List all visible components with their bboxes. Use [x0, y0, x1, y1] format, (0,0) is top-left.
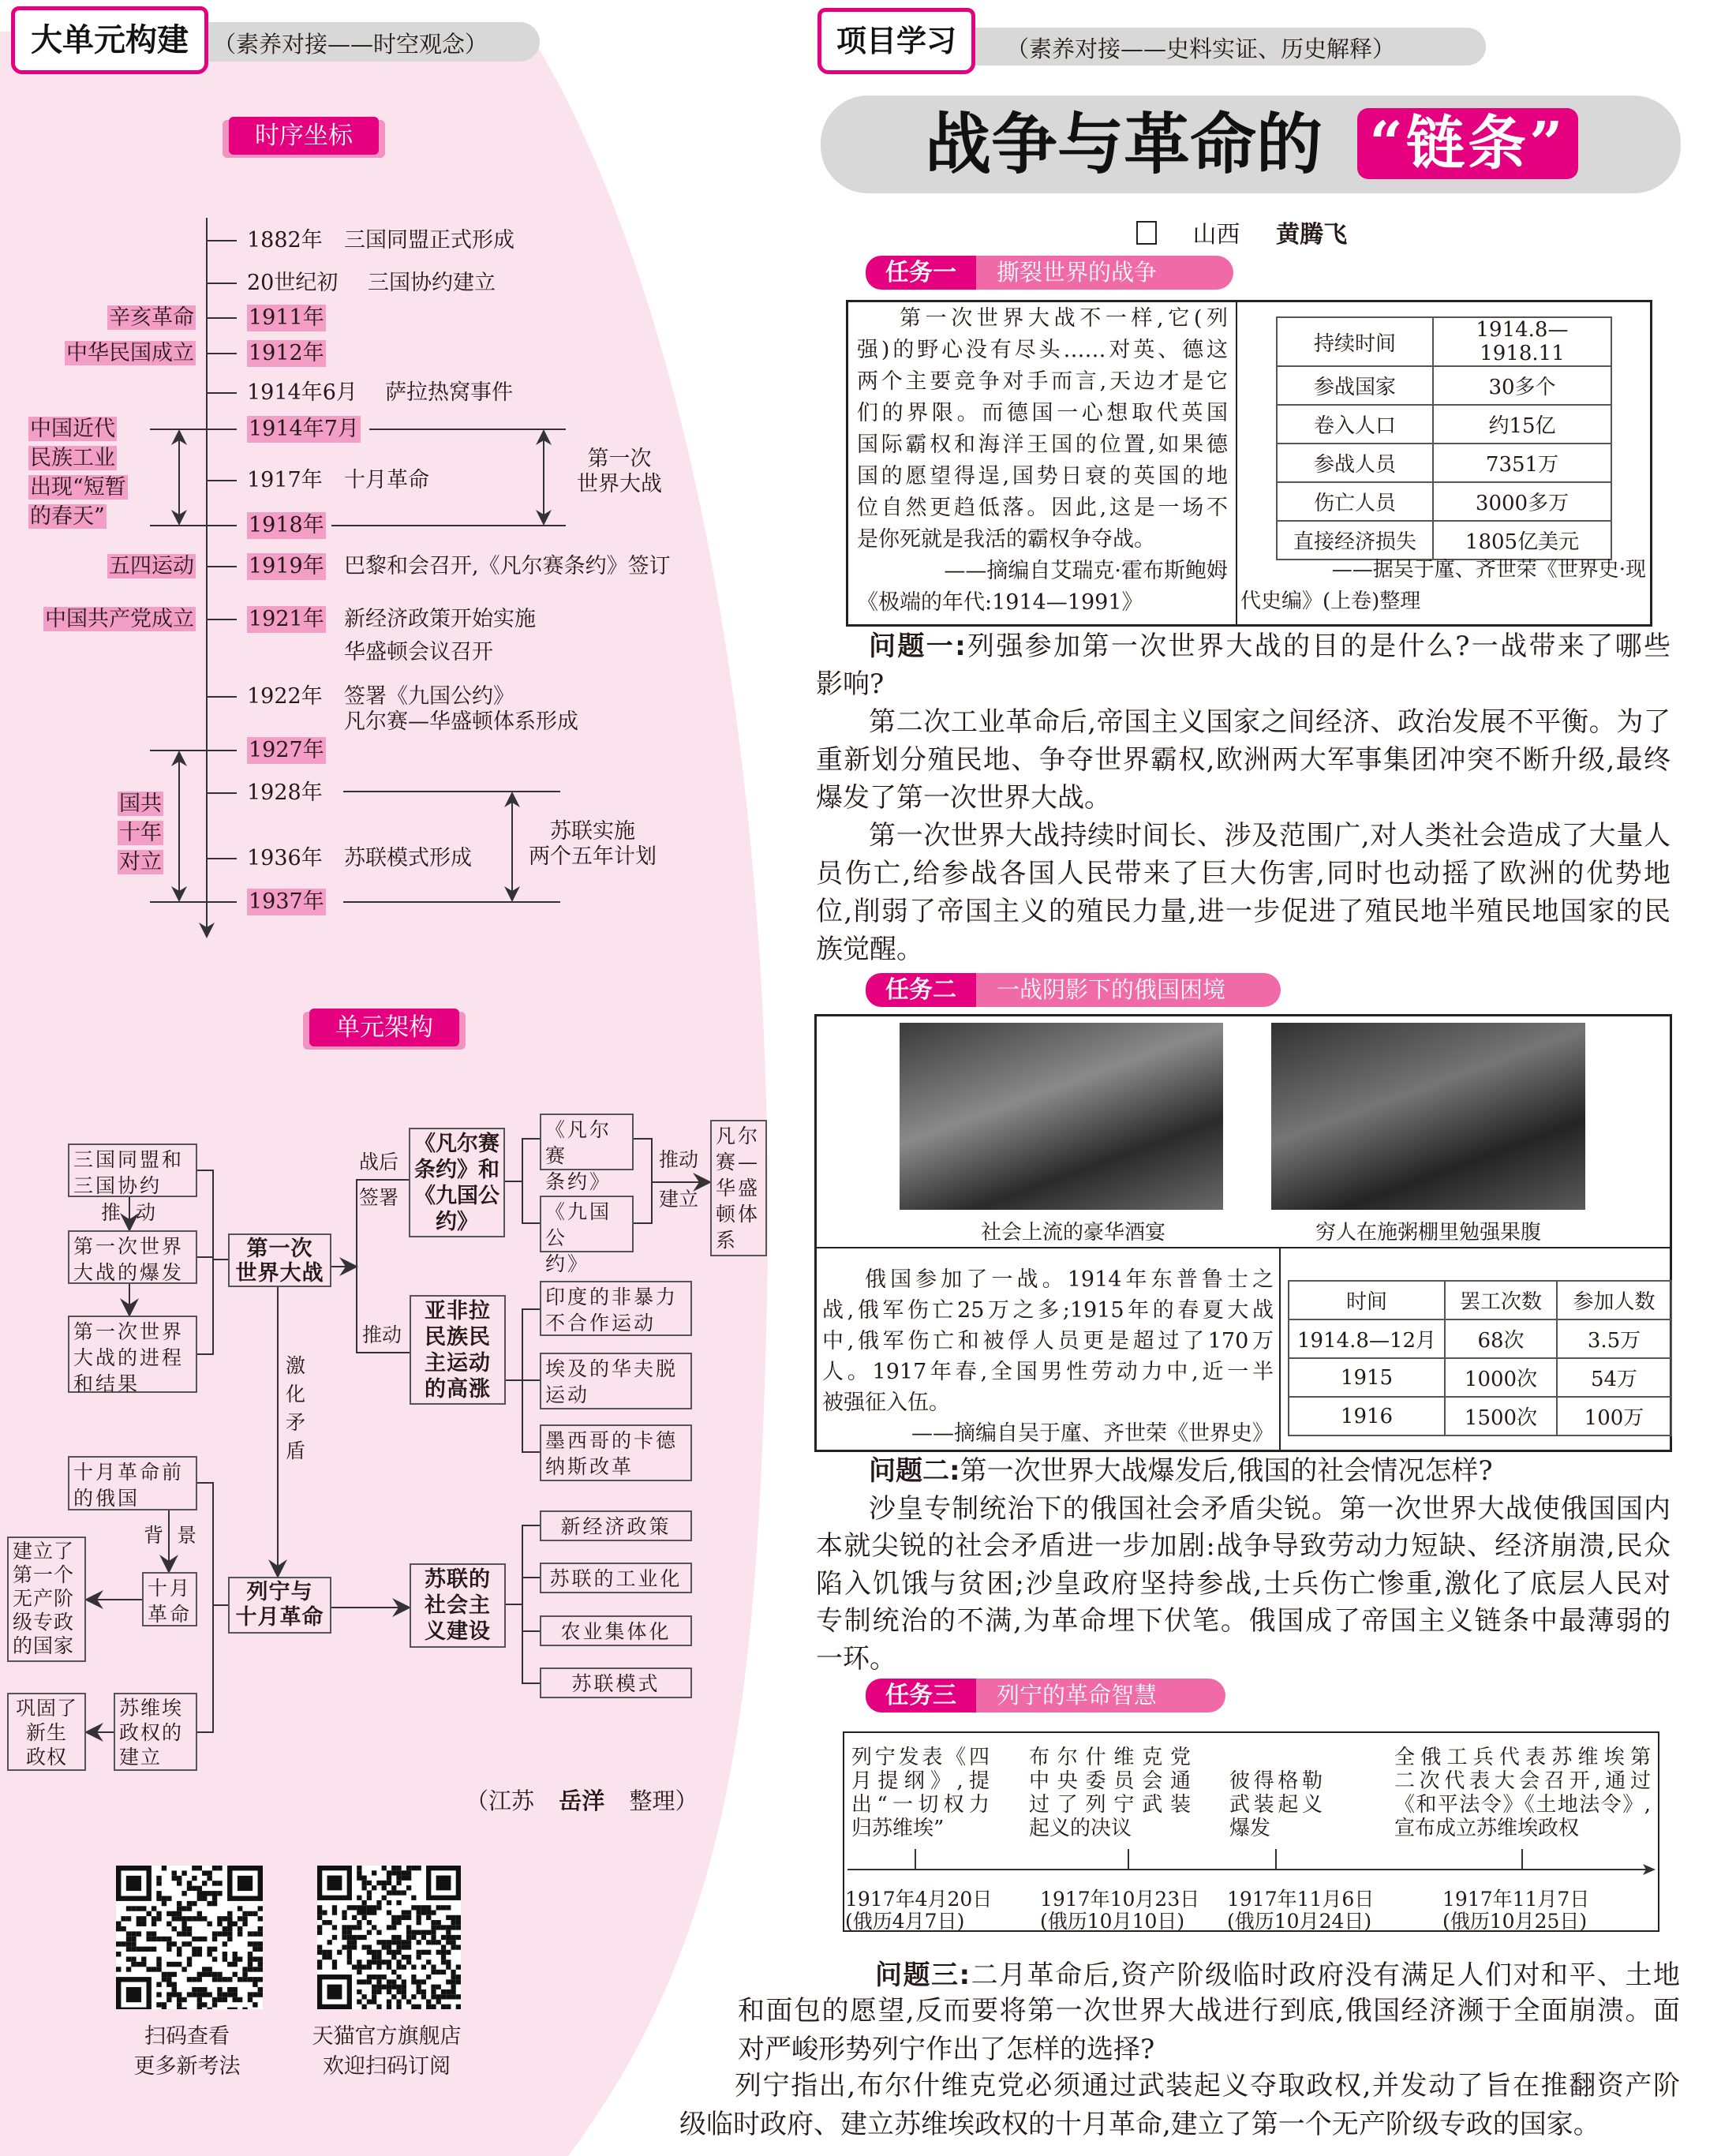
answer-line: 沙皇专制统治下的俄国社会矛盾尖锐。第一次世界大战使俄国国内 [869, 1492, 1671, 1525]
label-line: 苏联实施 [550, 819, 635, 844]
arrow-label: 景 [177, 1524, 197, 1547]
timeline-event: 三国同盟正式形成 [344, 228, 514, 253]
right-header-tag: 项目学习 [817, 8, 975, 74]
square-icon [1136, 221, 1157, 245]
china-label: 五四运动 [109, 554, 194, 578]
event-date [1040, 1888, 1199, 1933]
strikes-table [1288, 1280, 1672, 1436]
timeline-event [851, 1746, 990, 1840]
right-header-subtitle-pill [959, 28, 1486, 66]
timeline-year: 1917年 [247, 468, 323, 492]
task2-excerpt [822, 1264, 1274, 1449]
task-title: 撕裂世界的战争 [976, 256, 1233, 290]
box-soviet-model: 苏联模式 [540, 1668, 692, 1698]
box-soviet-construction: 苏联的 社会主 义建设 [410, 1563, 506, 1648]
timeline-event: 巴黎和会召开,《凡尔赛条约》签订 [344, 554, 671, 578]
qr-caption-line: 欢迎扫码订阅 [323, 2054, 451, 2079]
label-line: 的春天” [30, 504, 105, 529]
task1-table-source [1240, 554, 1646, 617]
timeline-banner: 时序坐标 [229, 117, 379, 155]
arrow-label: 战后 [359, 1151, 399, 1173]
question3-line: 和面包的愿望,反而要将第一次世界大战进行到底,俄国经济濒于全面崩溃。面 [738, 1995, 1680, 2027]
ww1-stats-table [1276, 316, 1612, 560]
task2-banner [866, 973, 1281, 1007]
divider [1236, 301, 1237, 625]
label-char: 盾 [286, 1439, 306, 1462]
photo-soup-kitchen [1271, 1023, 1585, 1210]
event-line: 武装起义 [1229, 1793, 1323, 1817]
timeline-event: 凡尔赛—华盛顿体系形成 [344, 709, 578, 734]
box-egypt: 埃及的华夫脱 运动 [540, 1353, 692, 1409]
divider [816, 1247, 1671, 1248]
table-header: 参加人数 [1557, 1281, 1671, 1319]
question2-block [816, 1452, 1671, 1677]
credit [466, 1784, 698, 1816]
qr-caption-line: 扫码查看 [144, 2024, 230, 2049]
author-name: 黄腾飞 [1276, 221, 1348, 249]
framework-connectors [0, 0, 789, 1894]
question3-line: 对严峻形势列宁作出了怎样的选择? [738, 2034, 1155, 2065]
table-cell: 1914.8—1918.11 [1433, 317, 1611, 366]
framework-banner: 单元架构 [309, 1009, 459, 1046]
task1-banner [866, 256, 1233, 290]
box-india: 印度的非暴力 不合作运动 [540, 1281, 692, 1336]
timeline-event: 萨拉热窝事件 [385, 380, 513, 405]
answer-line: 第二次工业革命后,帝国主义国家之间经济、政治发展不平衡。为了 [869, 706, 1671, 738]
table-cell: 1914.8—12月 [1289, 1319, 1445, 1358]
event-line: 宣布成立苏维埃政权 [1394, 1817, 1580, 1840]
table-header: 时间 [1289, 1281, 1445, 1319]
answer-line: 本就尖锐的社会矛盾进一步加剧:战争导致劳动力短缺、经济崩溃,民众 [816, 1530, 1671, 1562]
box-nine-power: 《九国公 约》 [540, 1196, 634, 1252]
event-date [845, 1888, 992, 1933]
text-line: 位自然更趋低落。因此,这是一场不 [857, 496, 1228, 520]
answer-line: 级临时政府、建立苏维埃政权的十月革命,建立了第一个无产阶级专政的国家。 [679, 2109, 1600, 2140]
timeline-event: 华盛顿会议召开 [344, 640, 493, 664]
event-line: 过了列宁武装 [1029, 1793, 1191, 1817]
label-line: 出现“短暂 [30, 475, 126, 500]
question-text: 影响? [816, 668, 885, 700]
table-cell: 3.5万 [1557, 1319, 1671, 1358]
question-text: 第一次世界大战爆发后,俄国的社会情况怎样? [960, 1455, 1493, 1487]
timeline-year: 1936年 [247, 846, 323, 870]
timeline-event [1029, 1746, 1191, 1840]
qr-caption-line: 天猫官方旗舰店 [312, 2024, 462, 2049]
answer-line: 族觉醒。 [816, 934, 923, 965]
box-soviet-power: 苏维埃 政权的 建立 [114, 1693, 197, 1771]
table-cell: 参战人员 [1277, 444, 1433, 482]
answer-line: 位,削弱了帝国主义的殖民力量,进一步促进了殖民地半殖民地国家的民 [816, 896, 1671, 927]
arrow-label: 背 [144, 1524, 164, 1547]
timeline-year: 1922年 [247, 684, 323, 709]
revolution-timeline-axis [836, 1839, 1665, 1878]
timeline-year: 1928年 [247, 780, 323, 805]
answer-line: 员伤亡,给参战各国人民带来了巨大伤害,同时也动摇了欧洲的优势地 [816, 858, 1671, 889]
old-date-line: (俄历4月7日) [845, 1910, 965, 1933]
china-label: 中国共产党成立 [45, 607, 194, 631]
table-cell: 1916 [1289, 1397, 1445, 1435]
timeline-event [1394, 1746, 1651, 1840]
timeline-event: 新经济政策开始实施 [344, 607, 536, 631]
timeline-event: 签署《九国公约》 [344, 684, 514, 709]
timeline-year-highlighted: 1919年 [249, 554, 324, 578]
timeline-year-highlighted: 1911年 [249, 305, 324, 330]
text-line: 被强征入伍。 [822, 1391, 950, 1415]
box-outbreak: 第一次世界 大战的爆发 [68, 1230, 197, 1284]
timeline-event: 十月革命 [344, 468, 429, 492]
task-tag: 任务一 [866, 256, 976, 290]
table-cell: 30多个 [1433, 366, 1611, 405]
china-label: 辛亥革命 [109, 305, 194, 330]
event-line: 中央委员会通 [1029, 1769, 1191, 1793]
timeline-event: 三国协约建立 [368, 271, 496, 295]
box-october-revolution: 十月 革命 [142, 1572, 197, 1626]
source-line: 《极端的年代:1914—1991》 [857, 590, 1143, 615]
label-line: 中国近代 [30, 417, 115, 441]
arrow-label: 签署 [359, 1186, 399, 1209]
task3-banner [866, 1679, 1225, 1712]
box-versailles: 《凡尔赛 条约》 [540, 1114, 634, 1170]
text-line: 战,俄军伤亡25万之多;1915年的春夏大战 [822, 1298, 1274, 1323]
article-title: 战争与革命的 [925, 106, 1323, 183]
source-line: 代史编》(上卷)整理 [1240, 590, 1421, 613]
label-line: 第一次 [587, 447, 652, 471]
text-line: 第一次世界大战不一样,它(列 [900, 306, 1228, 331]
qr-code[interactable] [317, 1866, 461, 2009]
task-title: 一战阴影下的俄国困境 [976, 973, 1281, 1007]
event-line: 月提纲》,提 [851, 1769, 990, 1793]
timeline-year-highlighted: 1912年 [249, 341, 324, 365]
label-char: 激 [286, 1354, 306, 1377]
box-movements: 亚非拉 民族民 主运动 的高涨 [410, 1295, 506, 1405]
photo-caption: 穷人在施粥棚里勉强果腹 [1315, 1221, 1541, 1245]
event-date [1442, 1888, 1589, 1933]
label-line: 国共 [119, 792, 162, 816]
label-line: 十年 [119, 821, 162, 845]
text-line: 两个主要竞争对手而言,天边才是它 [857, 369, 1228, 394]
arrow-label: 推动 [362, 1323, 402, 1346]
answer-line: 一环。 [816, 1642, 896, 1675]
event-line: 布尔什维克党 [1029, 1746, 1191, 1769]
qr-caption [292, 2022, 481, 2082]
china-label: 中华民国成立 [66, 341, 194, 365]
arrow-label: 建立 [659, 1188, 699, 1211]
date-line: 1917年11月6日 [1227, 1888, 1375, 1911]
box-first-proletarian-state: 建立了 第一个 无产阶 级专政 的国家 [7, 1537, 86, 1662]
date-line: 1917年10月23日 [1040, 1888, 1200, 1911]
answer-line: 列宁指出,布尔什维克党必须通过武装起义夺取政权,并发动了旨在推翻资产阶 [735, 2070, 1680, 2102]
table-cell: 54万 [1557, 1358, 1671, 1397]
source-line: ——据吴于廑、齐世荣《世界史·现 [1331, 558, 1646, 582]
event-line: 二次代表大会召开,通过 [1394, 1769, 1651, 1793]
label-char: 化 [286, 1383, 306, 1406]
box-course: 第一次世界 大战的进程 和结果 [68, 1316, 197, 1393]
date-line: 1917年4月20日 [845, 1888, 993, 1911]
answer-line: 爆发了第一次世界大战。 [816, 782, 1111, 814]
text-line: 强)的野心没有尽头……对英、德这 [857, 338, 1228, 362]
table-header: 罢工次数 [1445, 1281, 1557, 1319]
credit-region: （江苏 [466, 1787, 535, 1814]
table-cell: 1915 [1289, 1358, 1445, 1397]
table-cell: 1500次 [1445, 1397, 1557, 1435]
question-label: 问题一: [869, 631, 966, 662]
event-line: 起义的决议 [1029, 1817, 1132, 1840]
box-treaties: 《凡尔赛 条约》和 《九国公 约》 [409, 1128, 505, 1237]
qr-caption-line: 更多新考法 [133, 2054, 241, 2079]
question1-block [816, 627, 1671, 968]
photo-banquet [900, 1023, 1223, 1210]
timeline-year: 1914年6月 [247, 380, 357, 405]
event-line: 彼得格勒 [1229, 1769, 1323, 1793]
event-line: 出“一切权力 [851, 1793, 990, 1817]
table-cell: 100万 [1557, 1397, 1671, 1435]
event-line: 《和平法令》《土地法令》, [1394, 1793, 1651, 1817]
timeline-year: 20世纪初 [247, 271, 339, 295]
timeline-year-highlighted: 1921年 [249, 607, 324, 631]
old-date-line: (俄历10月10日) [1040, 1910, 1185, 1933]
left-header-tag: 大单元构建 [11, 6, 208, 74]
divider [1279, 1248, 1281, 1450]
label-char: 矛 [286, 1411, 306, 1434]
task-title: 列宁的革命智慧 [976, 1679, 1225, 1712]
box-pre-october-russia: 十月革命前 的俄国 [68, 1456, 197, 1510]
timeline-year-highlighted: 1918年 [249, 513, 324, 537]
date-line: 1917年11月7日 [1442, 1888, 1590, 1911]
source-line: ——摘编自艾瑞克·霍布斯鲍姆 [944, 559, 1228, 583]
old-date-line: (俄历10月24日) [1227, 1910, 1372, 1933]
table-cell: 卷入人口 [1277, 405, 1433, 444]
table-cell: 持续时间 [1277, 317, 1433, 366]
timeline-year-highlighted: 1914年7月 [249, 417, 359, 441]
box-system: 凡尔 赛— 华盛 顿体 系 [710, 1120, 767, 1256]
label-line: 世界大战 [577, 472, 662, 496]
text-line: 是你死就是我活的霸权争夺战。 [857, 527, 1155, 552]
text-line: 们的界限。而德国一心想取代英国 [857, 401, 1228, 425]
table-cell: 3000多万 [1433, 482, 1611, 521]
question-label: 问题三: [875, 1959, 971, 1991]
box-consolidate: 巩固了 新生 政权 [7, 1693, 86, 1771]
label-line: 对立 [119, 850, 162, 874]
source-line: ——摘编自吴于廑、齐世荣《世界史》 [911, 1421, 1274, 1446]
table-cell: 参战国家 [1277, 366, 1433, 405]
box-alliances: 三国同盟和 三国协约 [68, 1144, 197, 1197]
timeline-event: 苏联模式形成 [344, 846, 472, 870]
arrow-label: 推 [101, 1201, 122, 1224]
answer-line: 重新划分殖民地、争夺世界霸权,欧洲两大军事集团冲突不断升级,最终 [816, 744, 1671, 776]
box-lenin: 列宁与 十月革命 [228, 1577, 331, 1634]
task-tag: 任务二 [866, 973, 976, 1007]
table-cell: 1805亿美元 [1433, 521, 1611, 560]
text-line: 国际霸权和海洋王国的位置,如果德 [857, 432, 1228, 457]
box-nep: 新经济政策 [540, 1510, 692, 1541]
table-cell: 直接经济损失 [1277, 521, 1433, 560]
arrow-label: 推动 [659, 1148, 699, 1171]
answer-line: 专制统治的不满,为革命埋下伏笔。俄国成了帝国主义链条中最薄弱的 [816, 1605, 1671, 1637]
box-collectivization: 农业集体化 [540, 1615, 692, 1646]
label-line: 两个五年计划 [529, 844, 657, 869]
table-cell: 7351万 [1433, 444, 1611, 482]
author-region: 山西 [1192, 221, 1240, 249]
credit-suffix: 整理） [629, 1787, 698, 1814]
event-date [1227, 1888, 1374, 1933]
question-text: 二月革命后,资产阶级临时政府没有满足人们对和平、土地 [970, 1959, 1680, 1991]
timeline-year-highlighted: 1937年 [249, 889, 324, 914]
answer-line: 陷入饥饿与贫困;沙皇政府坚持参战,士兵伤亡惨重,激化了底层人民对 [816, 1567, 1671, 1600]
event-line: 归苏维埃” [851, 1817, 945, 1840]
event-line: 全俄工兵代表苏维埃第 [1394, 1746, 1651, 1769]
box-industrialization: 苏联的工业化 [540, 1563, 692, 1593]
task1-excerpt [857, 303, 1228, 619]
event-line: 爆发 [1229, 1817, 1271, 1840]
text-line: 人。1917年春,全国男性劳动力中,近一半 [822, 1360, 1274, 1384]
question-text: 列强参加第一次世界大战的目的是什么?一战带来了哪些 [965, 631, 1671, 662]
question-label: 问题二: [869, 1455, 960, 1487]
old-date-line: (俄历10月25日) [1442, 1910, 1588, 1933]
qr-code[interactable] [116, 1866, 263, 2009]
timeline-year: 1882年 [247, 228, 323, 253]
timeline-year-highlighted: 1927年 [249, 738, 324, 762]
event-line: 列宁发表《四 [851, 1746, 990, 1769]
arrow-label: 动 [136, 1201, 156, 1224]
box-mexico: 墨西哥的卡德 纳斯改革 [540, 1424, 692, 1481]
credit-name: 岳洋 [559, 1787, 605, 1814]
answer-line: 第一次世界大战持续时间长、涉及范围广,对人类社会造成了大量人 [869, 820, 1671, 852]
text-line: 中,俄军伤亡和被俘人员更是超过了170万 [822, 1329, 1274, 1353]
label-line: 民族工业 [30, 446, 115, 470]
author-line [1136, 215, 1347, 249]
table-cell: 1000次 [1445, 1358, 1557, 1397]
table-cell: 68次 [1445, 1319, 1557, 1358]
photo-caption: 社会上流的豪华酒宴 [980, 1221, 1165, 1245]
timeline-event [1229, 1769, 1323, 1840]
question3-line [875, 1956, 1680, 1994]
table-cell: 伤亡人员 [1277, 482, 1433, 521]
task-tag: 任务三 [866, 1679, 976, 1712]
article-title-highlight: “链条” [1357, 108, 1578, 179]
text-line: 俄国参加了一战。1914年东普鲁士之 [865, 1267, 1274, 1292]
left-header-subtitle: （素养对接——时空观念） [213, 31, 488, 58]
text-line: 国的愿望得逞,国势日衰的英国的地 [857, 464, 1228, 488]
box-ww1: 第一次 世界大战 [228, 1233, 331, 1287]
arrow-label-intensify [286, 1352, 309, 1465]
right-header-subtitle: （素养对接——史料实证、历史解释） [1006, 36, 1396, 62]
qr-caption [108, 2022, 266, 2082]
table-cell: 约15亿 [1433, 405, 1611, 444]
